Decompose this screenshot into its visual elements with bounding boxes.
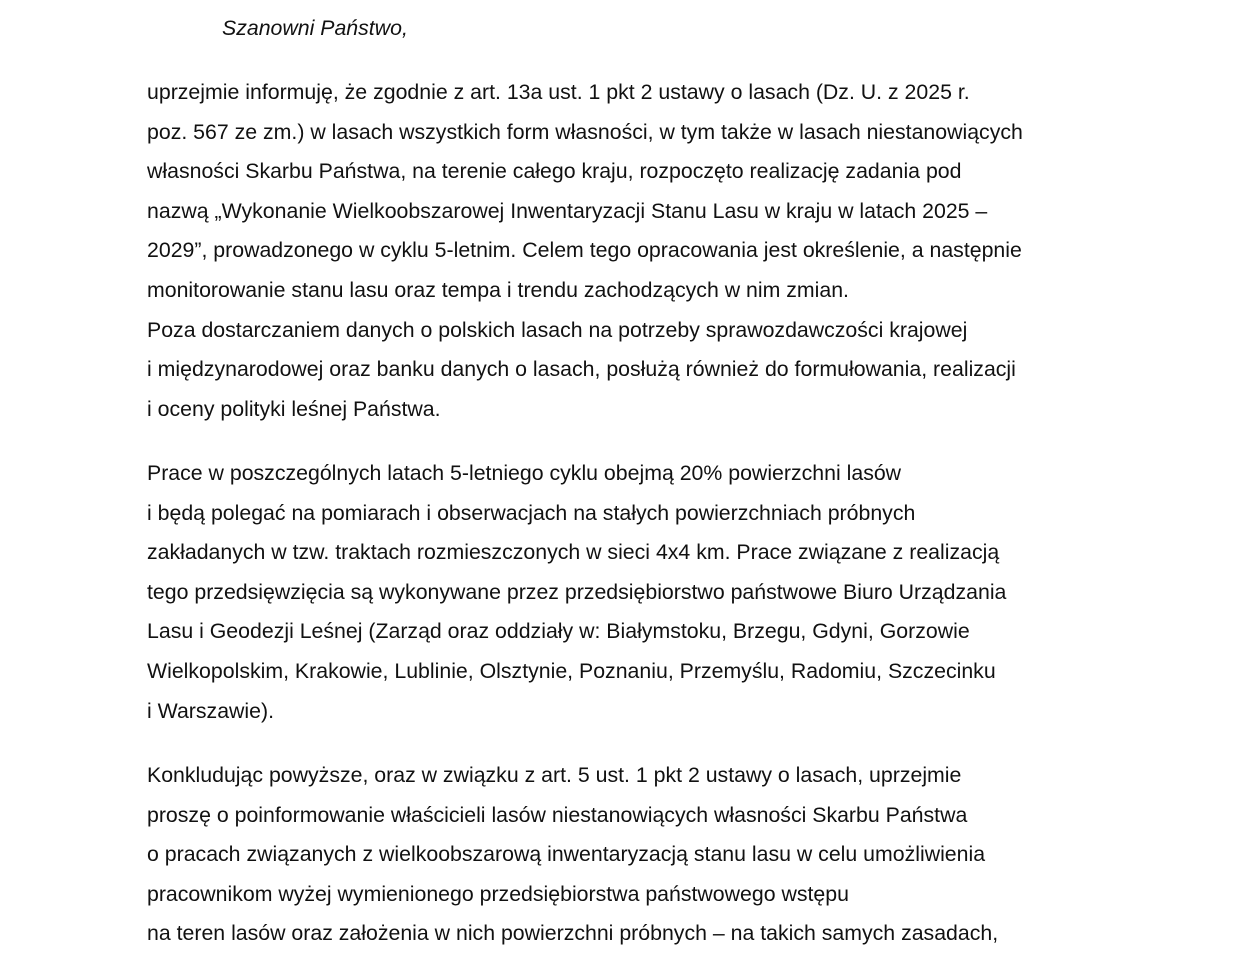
text-line: i będą polegać na pomiarach i obserwacjach na stałych powierzchniach próbnych [147, 500, 916, 525]
text-line: zakładanych w tzw. traktach rozmieszczonych w sieci 4x4 km. Prace związane z realizacją [147, 540, 1000, 565]
text-line: tego przedsięwzięcia są wykonywane przez przedsiębiorstwo państwowe Biuro Urządzania [147, 579, 1007, 604]
paragraph-3 [147, 761, 1147, 959]
text-line: poz. 567 ze zm.) w lasach wszystkich form własności, w tym także w lasach niestanowiących [147, 119, 1023, 144]
text-line: i międzynarodowej oraz banku danych o lasach, posłużą również do formułowania, realizacji [147, 357, 1016, 382]
text-line: nazwą „Wykonanie Wielkoobszarowej Inwentaryzacji Stanu Lasu w kraju w latach 2025 – [147, 198, 988, 223]
text-line: proszę o poinformowanie właścicieli lasów niestanowiących własności Skarbu Państwa [147, 802, 968, 827]
salutation: Szanowni Państwo, [222, 16, 408, 40]
text-line: Konkludując powyższe, oraz w związku z art. 5 ust. 1 pkt 2 ustawy o lasach, uprzejmie [147, 763, 962, 787]
text-line: Poza dostarczaniem danych o polskich lasach na potrzeby sprawozdawczości krajowej [147, 317, 968, 342]
text-line: własności Skarbu Państwa, na terenie całego kraju, rozpoczęto realizację zadania pod [147, 159, 962, 184]
text-line: Prace w poszczególnych latach 5-letniego cyklu obejmą 20% powierzchni lasów [147, 461, 902, 485]
text-line: i Warszawie). [147, 698, 275, 723]
text-line: o pracach związanych z wielkoobszarową inwentaryzacją stanu lasu w celu umożliwienia [147, 842, 986, 867]
text-line: Lasu i Geodezji Leśnej (Zarząd oraz oddziały w: Białymstoku, Brzegu, Gdyni, Gorzowie [147, 619, 970, 644]
text-line: Wielkopolskim, Krakowie, Lublinie, Olsztynie, Poznaniu, Przemyślu, Radomiu, Szczecinku [147, 658, 996, 683]
paragraph-1 [147, 78, 1147, 434]
text-line: 2029”, prowadzonego w cyklu 5-letnim. Celem tego opracowania jest określenie, a następnie [147, 238, 1022, 263]
text-line: uprzejmie informuję, że zgodnie z art. 13a ust. 1 pkt 2 ustawy o lasach (Dz. U. z 2025 r. [147, 80, 970, 104]
text-line: i oceny polityki leśnej Państwa. [147, 396, 441, 421]
text-line: na teren lasów oraz założenia w nich powierzchni próbnych – na takich samych zasadach, [147, 921, 999, 946]
text-line: pracownikom wyżej wymienionego przedsiębiorstwa państwowego wstępu [147, 881, 849, 906]
text-line: monitorowanie stanu lasu oraz tempa i trendu zachodzących w nim zmian. [147, 277, 849, 302]
paragraph-2 [147, 459, 1147, 736]
